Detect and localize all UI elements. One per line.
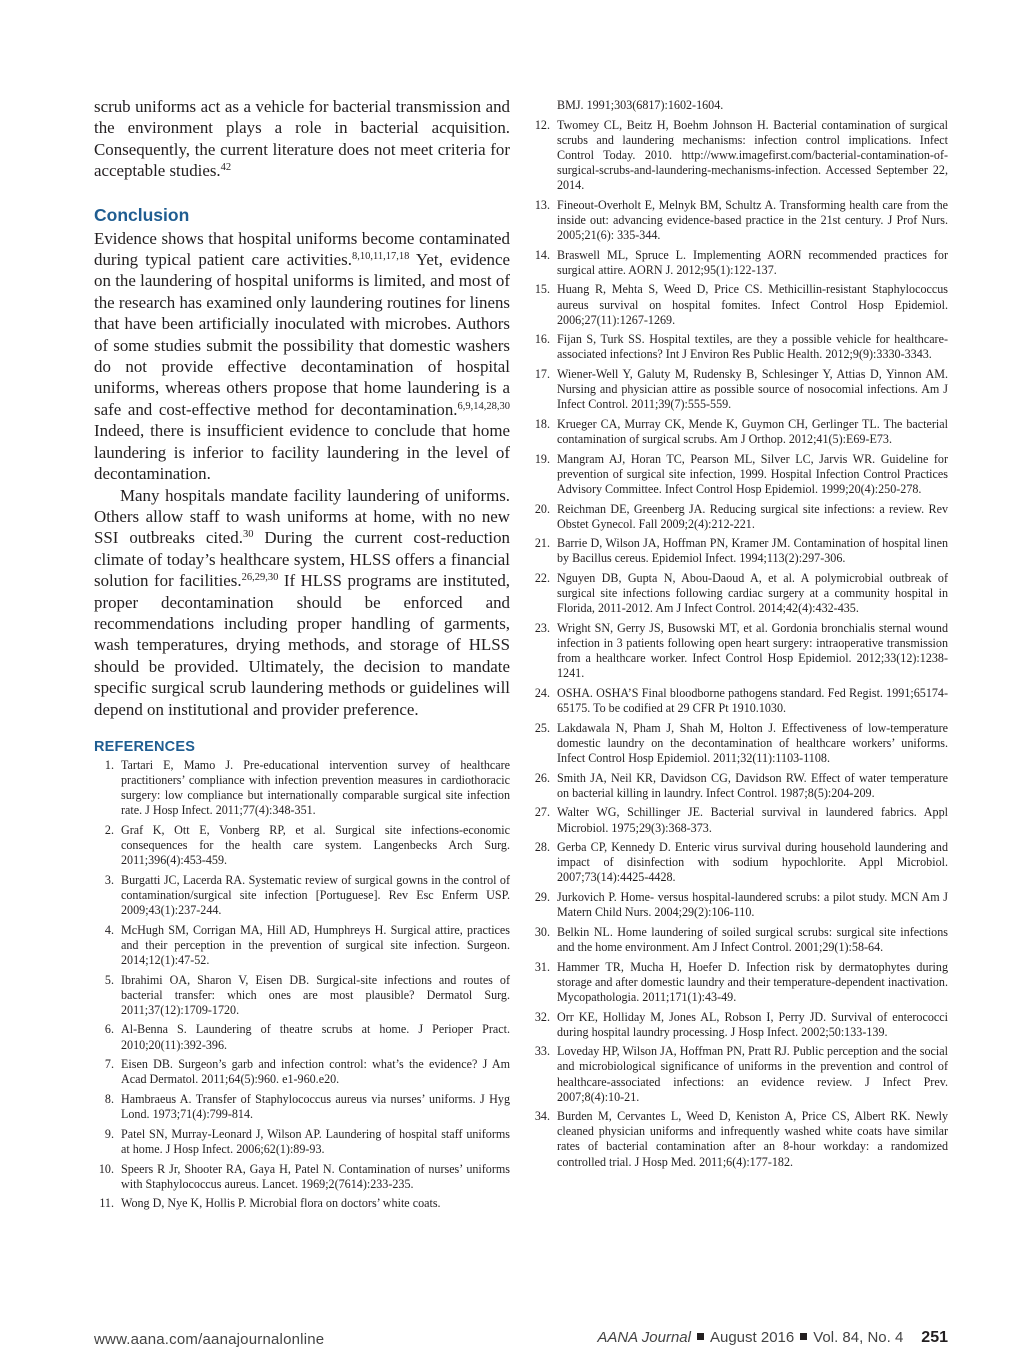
- reference-number: 28.: [534, 840, 550, 855]
- reference-11-continuation: BMJ. 1991;303(6817):1602-1604.: [557, 98, 724, 112]
- reference-text: Mangram AJ, Horan TC, Pearson ML, Silver LC, Jarvis WR. Guideline for prevention of surgical site infection, 1999. Hospital Infection Control Practices Advisory Committee. Infect Control Hosp Epidemiol. 1999;20(4):250-278.: [557, 451, 948, 496]
- reference-text: Lakdawala N, Pham J, Shah M, Holton J. Effectiveness of low-temperature domestic laundry on the decontamination of healthcare workers’ uniforms. Infect Control Hosp Epidemiol. 2011;32(11):1103-1108.: [557, 720, 948, 765]
- reference-number: 6.: [104, 1022, 114, 1037]
- footer-url[interactable]: www.aana.com/aanajournalonline: [94, 1331, 325, 1348]
- reference-item: [530, 686, 948, 716]
- reference-text: Gerba CP, Kennedy D. Enteric virus survival during household laundering and impact of disinfection with sodium hypochlorite. Appl Microbiol. 2007;73(14):4425-4428.: [557, 840, 948, 885]
- footer-journal-info: [597, 1329, 948, 1347]
- citation: 30: [242, 529, 254, 541]
- reference-item: [94, 1196, 510, 1211]
- reference-number: 1.: [104, 757, 114, 772]
- reference-item: [530, 621, 948, 681]
- reference-text: Nguyen DB, Gupta N, Abou-Daoud A, et al. A polymicrobial outbreak of surgical site infections following cardiac surgery at a community hospital in Florida, 2011-2012. Am J Infect Control. 2014;42(4):432-435.: [557, 571, 948, 616]
- reference-list-right: [530, 118, 948, 1170]
- reference-number: 2.: [104, 822, 114, 837]
- reference-text: Barrie D, Wilson JA, Hoffman PN, Kramer JM. Contamination of hospital linen by Bacillus cereus. Epidemiol Infect. 1994;113(2):297-306.: [557, 536, 948, 566]
- reference-item: [94, 973, 510, 1018]
- reference-item: [94, 1162, 510, 1192]
- citation: 8,10,11,17,18: [351, 251, 410, 263]
- reference-text: Speers R Jr, Shooter RA, Gaya H, Patel N. Contamination of nurses’ uniforms with Staphylococcus aureus. Lancet. 1969;2(7614):233-235.: [121, 1161, 510, 1191]
- reference-item: [530, 925, 948, 955]
- reference-text: OSHA. OSHA’S Final bloodborne pathogens standard. Fed Regist. 1991;65174-65175. To be codified at 29 CFR Pt 1910.1030.: [557, 686, 948, 716]
- reference-number: 11.: [99, 1196, 114, 1211]
- reference-text: Patel SN, Murray-Leonard J, Wilson AP. Laundering of hospital staff uniforms at home. J Hosp Infect. 2006;62(1):89-93.: [121, 1126, 510, 1156]
- reference-text: McHugh SM, Corrigan MA, Hill AD, Humphreys H. Surgical attire, practices and their perception in the prevention of surgical site infection. Surgeon. 2014;12(1):47-52.: [121, 922, 510, 967]
- square-bullet-icon: [800, 1333, 807, 1340]
- reference-item: [530, 771, 948, 801]
- citation: 6,9,14,28,30: [457, 400, 510, 412]
- reference-list-left: [94, 758, 510, 1211]
- citation: 26,29,30: [241, 572, 279, 584]
- reference-text: Wiener-Well Y, Galuty M, Rudensky B, Schlesinger Y, Attias D, Yinnon AM. Nursing and physician attire as possible source of nosocomial infections. Am J Infect Control. 2011;39(7):555-559.: [557, 367, 948, 412]
- reference-item: [530, 417, 948, 447]
- reference-number: 15.: [534, 282, 550, 297]
- reference-item: [94, 1057, 510, 1087]
- reference-item: [530, 721, 948, 766]
- conclusion-paragraph-1: Evidence shows that hospital uniforms become contaminated during typical patient care activities.$^{8,10,11,17,18}$ Yet, evidence on the laundering of hospital uniforms is limited, and most of the research has examined only laundering routines for linens that have been artificially inoculated with microbes. Authors of some studies submit the possibility that domestic washers do not provide effective decontamination of hospital uniforms, whereas others propose that home laundering is a safe and cost-effective method for decontamination.$^{6,9,14,28,30}$ Indeed, there is insufficient evidence to conclude that home laundering is inferior to facility laundering in the level of decontamination.: [94, 228, 510, 484]
- reference-item: [530, 118, 948, 193]
- intro-paragraph: [94, 96, 510, 182]
- reference-number: 34.: [534, 1109, 550, 1124]
- reference-number: 12.: [534, 117, 550, 132]
- reference-text: Reichman DE, Greenberg JA. Reducing surgical site infections: a review. Rev Obstet Gynecol. Fall 2009;2(4):212-221.: [557, 501, 948, 531]
- reference-item: [94, 873, 510, 918]
- reference-item: [530, 840, 948, 885]
- reference-text: Graf K, Ott E, Vonberg RP, et al. Surgical site infections-economic consequences for the health care system. Langenbecks Arch Surg. 2011;396(4):453-459.: [121, 822, 510, 868]
- reference-number: 4.: [104, 922, 114, 937]
- reference-number: 8.: [104, 1092, 114, 1106]
- footer-volume: Vol. 84, No. 4: [813, 1329, 904, 1346]
- reference-item: [94, 758, 510, 818]
- reference-number: 23.: [534, 621, 550, 636]
- reference-number: 31.: [534, 959, 550, 974]
- reference-number: 26.: [534, 770, 550, 785]
- reference-text: Fijan S, Turk SS. Hospital textiles, are they a possible vehicle for healthcare-associated infections? Int J Environ Res Public Health. 2012;9(9):3330-3343.: [557, 332, 948, 362]
- reference-item: [530, 805, 948, 835]
- reference-item: [94, 1092, 510, 1122]
- reference-item: [530, 960, 948, 1005]
- reference-number: 17.: [534, 367, 550, 382]
- reference-item: [530, 367, 948, 412]
- footer-journal: AANA Journal: [597, 1329, 691, 1346]
- reference-number: 24.: [534, 686, 550, 700]
- reference-text: Fineout-Overholt E, Melnyk BM, Schultz A. Transforming health care from the inside out: advancing evidence-based practice in the 21st century. J Prof Nurs. 2005;21(6): 335-344.: [557, 197, 948, 242]
- footer-date: August 2016: [709, 1329, 795, 1346]
- reference-number: 29.: [534, 890, 550, 905]
- reference-number: 21.: [534, 536, 550, 551]
- reference-text: Braswell ML, Spruce L. Implementing AORN recommended practices for surgical attire. AORN J. 2012;95(1):122-137.: [557, 247, 948, 277]
- references-heading: REFERENCES: [94, 738, 196, 755]
- reference-item: [94, 923, 510, 968]
- reference-item: [530, 536, 948, 566]
- reference-number: 16.: [534, 332, 550, 347]
- left-column: [94, 96, 510, 1216]
- reference-number: 30.: [534, 924, 550, 939]
- reference-text: Loveday HP, Wilson JA, Hoffman PN, Pratt RJ. Public perception and the social and microbiological significance of uniforms in the prevention and control of healthcare-associated infections: an evidence review. J Infect Prev. 2007;8(4):10-21.: [557, 1044, 948, 1104]
- page-number: 251: [921, 1329, 948, 1346]
- reference-text: Burgatti JC, Lacerda RA. Systematic review of surgical gowns in the control of contamination/surgical site infection [Portuguese]. Rev Esc Enferm USP. 2009;43(1):237-244.: [121, 872, 510, 917]
- right-column: [530, 98, 948, 1174]
- reference-number: 20.: [534, 501, 550, 516]
- reference-text: Jurkovich P. Home- versus hospital-laundered scrubs: a pilot study. MCN Am J Matern Child Nurs. 2004;29(2):106-110.: [557, 890, 948, 920]
- reference-text: Al-Benna S. Laundering of theatre scrubs at home. J Perioper Pract. 2010;20(11):392-396.: [121, 1022, 510, 1052]
- reference-item: [530, 452, 948, 497]
- reference-number: 9.: [104, 1126, 114, 1141]
- reference-item: [530, 1109, 948, 1169]
- reference-number: 10.: [98, 1161, 114, 1176]
- reference-text: Smith JA, Neil KR, Davidson CG, Davidson RW. Effect of water temperature on bacterial killing in laundry. Infect Control. 1987;8(5):204-209.: [557, 770, 948, 800]
- reference-number: 5.: [104, 972, 114, 987]
- reference-item: [530, 502, 948, 532]
- reference-number: 7.: [104, 1057, 114, 1072]
- intro-text: scrub uniforms act as a vehicle for bacterial transmission and the environment plays a role in bacterial acquisition. Consequently, the current literature does not meet criteria for acceptable studies.: [94, 97, 510, 181]
- reference-text: Hammer TR, Mucha H, Hoefer D. Infection risk by dermatophytes during storage and after domestic laundry and their temperature-dependent inactivation. Mycopathologia. 2011;171(1):43-49.: [557, 959, 948, 1004]
- reference-text: Hambraeus A. Transfer of Staphylococcus aureus via nurses’ uniforms. J Hyg Lond. 1973;71(4):799-814.: [121, 1092, 510, 1122]
- reference-item: [530, 1010, 948, 1040]
- reference-text: Walter WG, Schillinger JE. Bacterial survival in laundered fabrics. Appl Microbiol. 1975;29(3):368-373.: [557, 805, 948, 835]
- citation: 42: [220, 162, 232, 174]
- reference-text: Krueger CA, Murray CK, Mende K, Guymon CH, Gerlinger TL. The bacterial contamination of surgical scrubs. Am J Orthop. 2012;41(5):E69-E73.: [557, 416, 948, 447]
- reference-text: Ibrahimi OA, Sharon V, Eisen DB. Surgical-site infections and routes of bacterial transfer: which ones are most plausible? Dermatol Surg. 2011;37(12):1709-1720.: [121, 972, 510, 1017]
- reference-text: Burden M, Cervantes L, Weed D, Keniston A, Price CS, Albert RK. Newly cleaned physician uniforms and infrequently washed white coats have similar rates of bacterial contamination after an 8-hour workday: a randomized controlled trial. J Hosp Med. 2011;6(4):177-182.: [557, 1109, 948, 1169]
- reference-text: Belkin NL. Home laundering of soiled surgical scrubs: surgical site infections and the home environment. Am J Infect Control. 2001;29(1):58-64.: [557, 924, 948, 954]
- reference-number: 18.: [534, 416, 550, 431]
- square-bullet-icon: [697, 1333, 704, 1340]
- reference-text: Tartari E, Mamo J. Pre-educational intervention survey of healthcare practitioners’ compliance with infection prevention measures in cardiothoracic surgery: low compliance but internationally comparable surgical site infection rate. J Hosp Infect. 2011;77(4):348-351.: [121, 757, 510, 818]
- reference-item: [530, 332, 948, 362]
- reference-number: 25.: [534, 720, 550, 735]
- reference-item: [530, 198, 948, 243]
- reference-number: 32.: [534, 1009, 550, 1024]
- reference-text: Twomey CL, Beitz H, Boehm Johnson H. Bacterial contamination of surgical scrubs and laundering mechanisms: infection control implications. Infect Control Today. 2010. http://www.imagefirst.com/bacterial-contamination-of-surgical-scrubs-and-laundering-mechanisms-infection. Accessed September 22, 2014.: [557, 117, 948, 193]
- reference-text: Huang R, Mehta S, Weed D, Price CS. Methicillin-resistant Staphylococcus aureus survival on hospital fomites. Infect Control Hosp Epidemiol. 2006;27(11):1267-1269.: [557, 282, 948, 327]
- reference-item: [94, 1127, 510, 1157]
- reference-item: [530, 248, 948, 278]
- reference-item: [530, 890, 948, 920]
- reference-number: 3.: [104, 872, 114, 887]
- reference-item: [94, 1022, 510, 1052]
- reference-text: Orr KE, Holliday M, Jones AL, Robson I, Perry JD. Survival of enterococci during hospital laundry processing. J Hosp Infect. 2002;50:133-139.: [557, 1009, 948, 1039]
- reference-item: [94, 823, 510, 868]
- reference-item: [530, 282, 948, 327]
- conclusion-heading: Conclusion: [94, 204, 190, 225]
- conclusion-paragraph-2: Many hospitals mandate facility laundering of uniforms. Others allow staff to wash uniforms at home, with no new SSI outbreaks cited.$^{30}$ During the current cost-reduction climate of today’s healthcare system, HLSS offers a financial solution for facilities.$^{26,29,30}$ If HLSS programs are instituted, proper decontamination should be enforced and recommendations including proper handling of garments, wash temperatures, drying methods, and storage of HLSS should be provided. Ultimately, the decision to mandate specific surgical scrub laundering methods or guidelines will depend on institutional and provider preference.: [94, 485, 511, 719]
- reference-text: Eisen DB. Surgeon’s garb and infection control: what’s the evidence? J Am Acad Dermatol. 2011;64(5):960. e1-960.e20.: [121, 1057, 510, 1087]
- reference-number: 33.: [534, 1044, 550, 1059]
- reference-text: Wright SN, Gerry JS, Busowski MT, et al. Gordonia bronchialis sternal wound infection in 3 patients following open heart surgery: intraoperative transmission from a healthcare worker. Infect Control Hosp Epidemiol. 2012;33(12):1238-1241.: [557, 621, 948, 681]
- reference-text: Wong D, Nye K, Hollis P. Microbial flora on doctors’ white coats.: [121, 1196, 441, 1211]
- reference-number: 14.: [534, 247, 550, 262]
- reference-number: 13.: [534, 197, 550, 212]
- reference-item: [530, 571, 948, 616]
- reference-number: 27.: [534, 805, 550, 820]
- reference-number: 19.: [534, 451, 550, 466]
- reference-number: 22.: [534, 571, 550, 586]
- reference-item: [530, 1044, 948, 1104]
